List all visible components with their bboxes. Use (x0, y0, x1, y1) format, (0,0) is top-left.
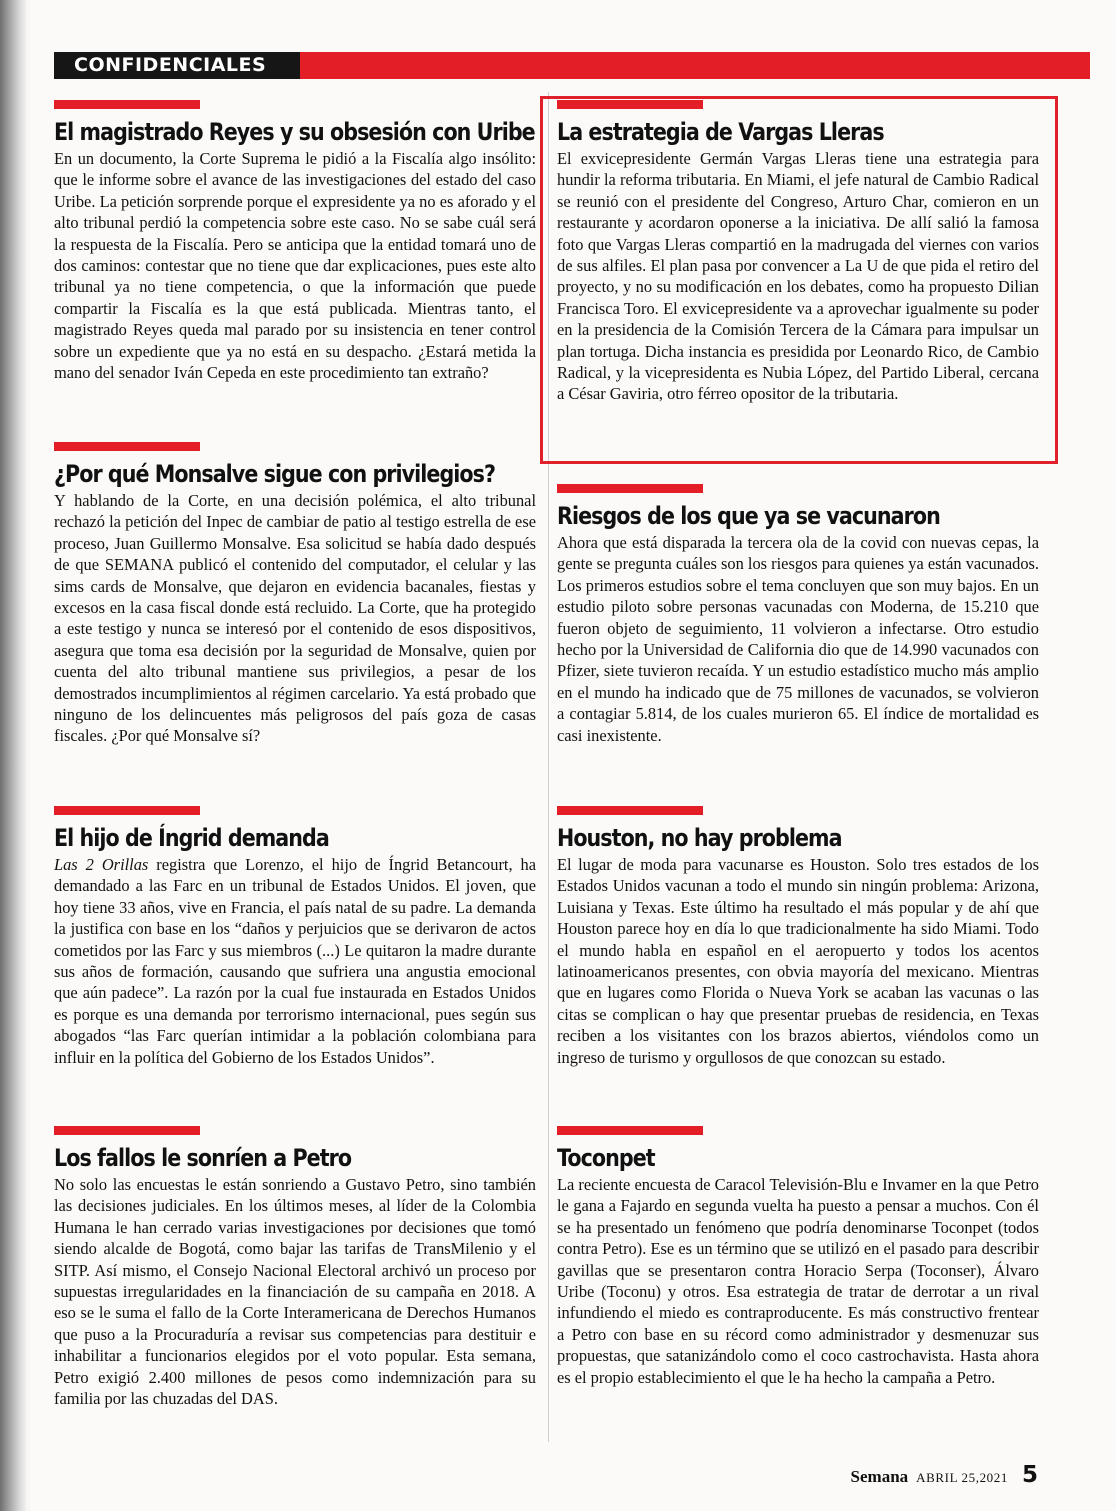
red-accent-tab (54, 806, 200, 815)
article-monsalve (54, 442, 536, 747)
article-body: Ahora que está disparada la tercera ola de la covid con nuevas cepas, la gente se pregunta cuáles son los riesgos para quienes ya están vacunados. Los primeros estudios sobre el tema concluyen que son muy bajos. En un estudio piloto sobre personas vacunadas con Moderna, de 15.210 que fueron objeto de seguimiento, 11 volvieron a infectarse. Otro estudio hecho por la Universidad de California dio que de 14.990 vacunados con Pfizer, siete tuvieron recaída. Y un estudio estadístico mucho más amplio en el mundo ha indicado que de 75 millones de vacunados, se volvieron a contagiar 5.814, de los cuales murieron 65. El índice de mortalidad es casi inexistente. (557, 533, 1039, 745)
page-binding-shadow (0, 0, 26, 1511)
article-vargas-lleras (557, 100, 1039, 405)
article-headline: El hijo de Íngrid demanda (54, 824, 329, 852)
red-accent-tab (54, 1126, 200, 1135)
section-header-bar (54, 52, 1090, 79)
red-accent-tab (54, 100, 200, 109)
article-vacunados (557, 484, 1039, 746)
article-body (54, 854, 536, 1068)
red-accent-tab (557, 806, 703, 815)
magazine-page (30, 0, 1116, 1511)
issue-date: ABRIL 25,2021 (916, 1470, 1008, 1485)
article-body: Y hablando de la Corte, en una decisión polémica, el alto tribunal rechazó la petición del Inpec de cambiar de patio al testigo estrella de ese proceso, Juan Guillermo Monsalve. Esa solicitud se había dado después de que SEMANA publicó el contenido del computador, el celular y las sims cards de Monsalve, que dejaron en evidencia bacanales, fiestas y excesos en la casa fiscal donde está recluido. La Corte, que ha protegido a este testigo y nunca se interesó por el contenido de esos dispositivos, asegura que toma esa decisión por la seguridad de Monsalve, quien por cuenta del alto tribunal mantiene sus privilegios, a pesar de los demostrados incumplimientos al régimen carcelario. Ya está probado que ninguno de los delincuentes más peligrosos del país goza de casas fiscales. ¿Por qué Monsalve sí? (54, 491, 536, 746)
article-headline: Houston, no hay problema (557, 824, 842, 852)
article-body: El lugar de moda para vacunarse es Houston. Solo tres estados de los Estados Unidos vacunan a todo el mundo sin ningún problema: Arizona, Luisiana y Texas. Este último ha resultado el más popular y de ahí que Houston parece hoy en día lo que tradicionalmente ha sido Miami. Todo el mundo habla en español en el aeropuerto y todos los acentos latinoamericanos presentes, con obvia mayoría del mexicano. Mientras que en lugares como Florida o Nueva York se acaban las vacunas o las citas se complican o hay que presentar pruebas de residencia, en Texas reciben a los visitantes con los brazos abiertos, viéndolos como un ingreso de turismo y orgullosos de que conozcan su estado. (557, 855, 1039, 1067)
article-headline: Los fallos le sonríen a Petro (54, 1144, 352, 1172)
red-accent-tab (557, 1126, 703, 1135)
article-houston (557, 806, 1039, 1068)
article-headline: ¿Por qué Monsalve sigue con privilegios? (54, 460, 496, 488)
page-number: 5 (1021, 1462, 1038, 1488)
magazine-brand: Semana (850, 1467, 909, 1486)
red-accent-tab (557, 100, 703, 109)
red-accent-tab (557, 484, 703, 493)
article-headline: La estrategia de Vargas Lleras (557, 118, 884, 146)
article-petro-fallos (54, 1126, 536, 1409)
section-label: CONFIDENCIALES (54, 52, 300, 79)
article-reyes (54, 100, 536, 383)
article-body: La reciente encuesta de Caracol Televisión-Blu e Invamer en la que Petro le gana a Fajardo en segunda vuelta ha puesto a pensar a muchos. Con él se ha presentado un fenómeno que podría denominarse Toconpet (todos contra Petro). Ese es un término que se utilizó en el pasado para describir gavillas que se presentaron contra Horacio Serpa (Toconser), Álvaro Uribe (Toconu) y otros. Esa estrategia de tratar de derrotar a un rival infundiendo el miedo es contraproducente. Es más constructivo frentear a Petro con base en su récord como administrador y desmenuzar sus propuestas, que satanizándolo como el coco castrochavista. Hasta ahora es el propio establecimiento el que le ha hecho la campaña a Petro. (557, 1175, 1039, 1387)
red-accent-tab (54, 442, 200, 451)
article-ingrid (54, 806, 536, 1068)
article-body-text: registra que Lorenzo, el hijo de Íngrid Betancourt, ha demandado a las Farc en un tribunal de Estados Unidos. El joven, que hoy tiene 33 años, vive en Francia, el país natal de su padre. La demanda la justifica con base en los “daños y perjuicios que se derivaron de actos cometidos por las Farc y sus miembros (...) Le quitaron la madre durante sus años de formación, causando que sufriera una angustia emocional que aún padece”. La razón por la cual fue instaurada en Estados Unidos es porque es una demanda por terrorismo internacional, pues según sus abogados “las Farc querían intimidar a la población colombiana para influir en la política del Gobierno de los Estados Unidos”. (54, 855, 537, 1067)
article-body: No solo las encuestas le están sonriendo a Gustavo Petro, sino también las decisiones judiciales. En los últimos meses, al líder de la Colombia Humana le han cerrado varias investigaciones por decisiones que tomó siendo alcalde de Bogotá, como bajar las tarifas de TransMilenio y el SITP. Así mismo, el Consejo Nacional Electoral archivó un proceso por supuestas irregularidades en la financiación de su campaña en 2018. A eso se le suma el fallo de la Corte Interamericana de Derechos Humanos que puso a la Procuraduría a revisar sus competencias para destituir e inhabilitar a funcionarios elegidos por el voto popular. Esta semana, Petro exigió 2.400 millones de pesos como indemnización para su familia por las chuzadas del DAS. (54, 1175, 536, 1409)
article-headline: Riesgos de los que ya se vacunaron (557, 502, 940, 530)
source-name: Las 2 Orillas (54, 855, 149, 874)
page-footer (851, 1462, 1038, 1488)
article-headline: El magistrado Reyes y su obsesión con Uribe (54, 118, 535, 146)
article-headline: Toconpet (557, 1144, 655, 1172)
article-body: El exvicepresidente Germán Vargas Lleras tiene una estrategia para hundir la reforma tributaria. En Miami, el jefe natural de Cambio Radical se reunió con el presidente del Congreso, Arturo Char, comieron en un restaurante y acordaron oponerse a la iniciativa. De allí salió la famosa foto que Vargas Lleras compartió en la madrugada del viernes con varios de sus alfiles. El plan pasa por convencer a La U de que pida el retiro del proyecto, y no su modificación en los debates, como ha propuesto Dilian Francisca Toro. El exvicepresidente va a aprovechar igualmente su poder en la presidencia de la Comisión Tercera de la Cámara para impulsar un plan tortuga. Dicha instancia es presidida por Leonardo Rico, de Cambio Radical, y la vicepresidenta es Nubia López, del Partido Liberal, cercana a César Gaviria, otro férreo opositor de la tributaria. (557, 149, 1039, 404)
article-body: En un documento, la Corte Suprema le pidió a la Fiscalía algo insólito: que le informe sobre el avance de las investigaciones del estado del caso Uribe. La petición sorprende porque el expresidente ya no es aforado y el alto tribunal perdió la competencia sobre este caso. No se sabe cuál será la respuesta de la Fiscalía. Pero se anticipa que la entidad tomará uno de dos caminos: contestar que no tiene que dar explicaciones, pues este alto tribunal ya no tiene competencia, o que la información que puede compartir la Fiscalía es la que está publicada. Mientras tanto, el magistrado Reyes queda mal parado por su insistencia en tener control sobre un expediente que ya no está en su despacho. ¿Estará metida la mano del senador Iván Cepeda en este procedimiento tan extraño? (54, 149, 536, 383)
article-toconpet (557, 1126, 1039, 1388)
